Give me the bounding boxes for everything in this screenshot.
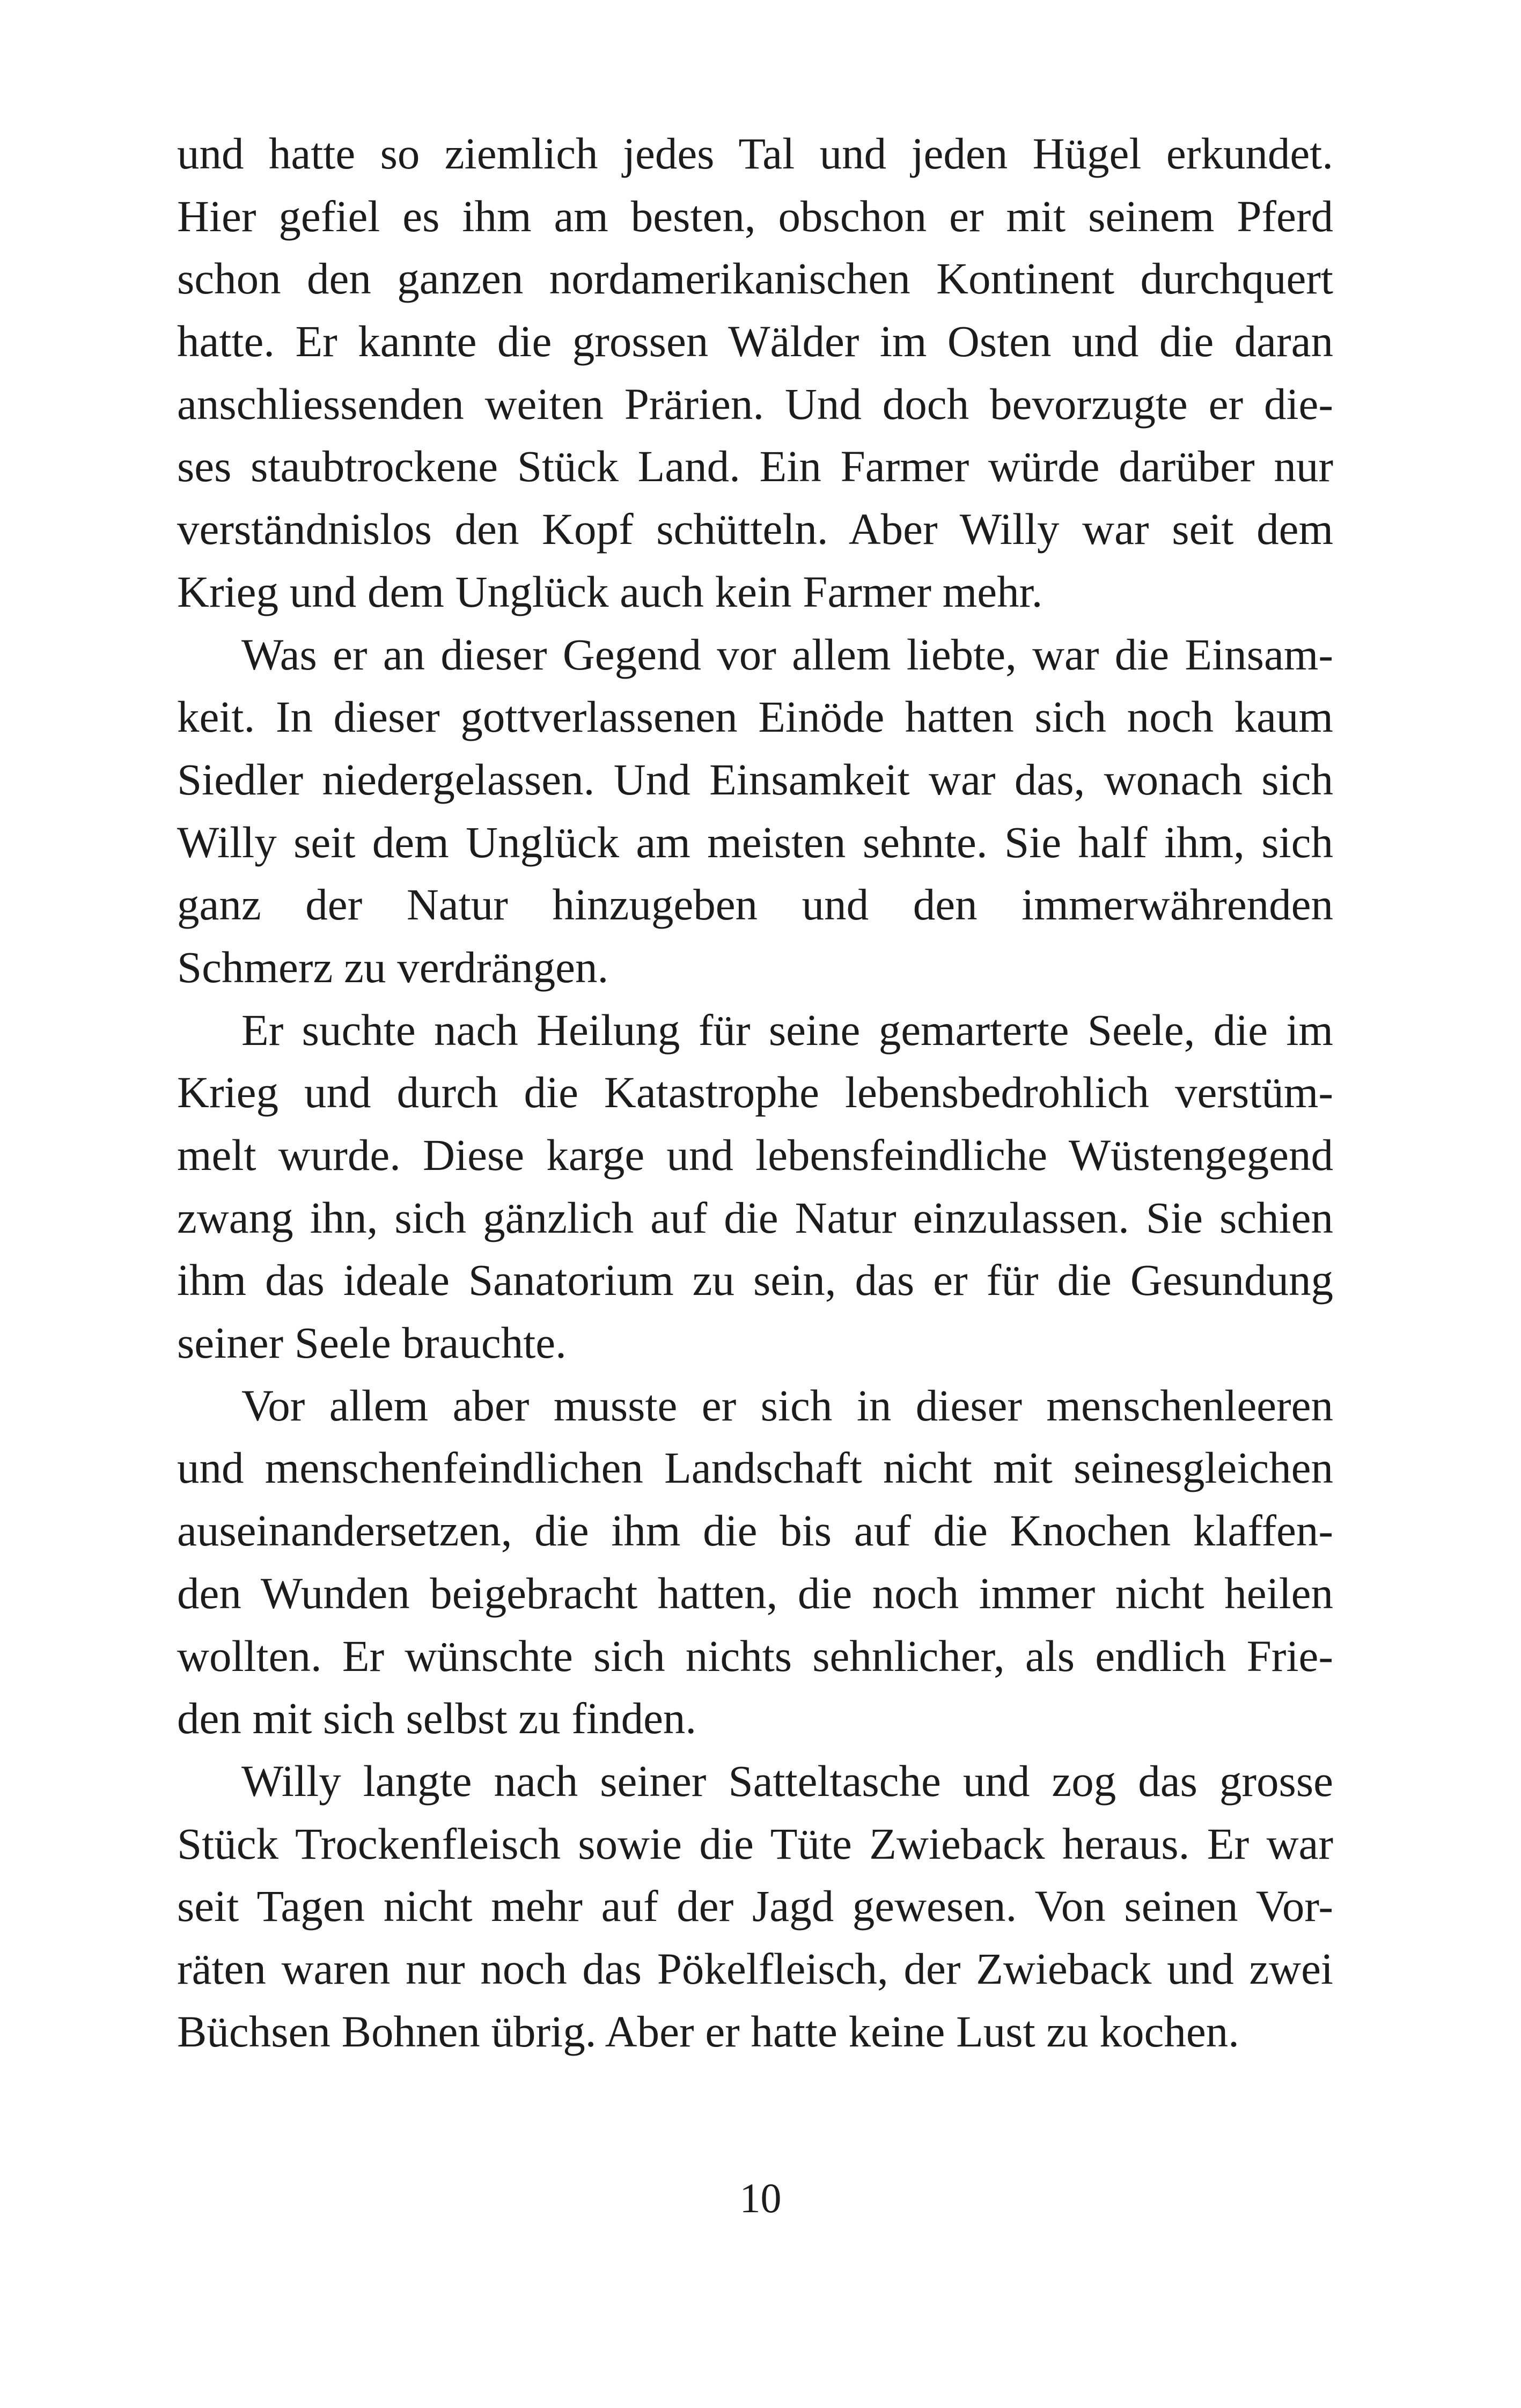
text-line: schon den ganzen nordamerikanischen Kontinent durchquert (177, 254, 1333, 304)
text-line: Vor allem aber musste er sich in dieser menschenleeren (241, 1380, 1333, 1430)
text-line: den mit sich selbst zu finden. (177, 1693, 697, 1743)
text-line: Stück Trockenfleisch sowie die Tüte Zwieback heraus. Er war (177, 1818, 1333, 1868)
text-line: Willy langte nach seiner Satteltasche und zog das grosse (241, 1756, 1333, 1806)
paragraph (177, 623, 1333, 999)
text-line: zwang ihn, sich gänzlich auf die Natur einzulassen. Sie schien (177, 1192, 1333, 1242)
text-line: melt wurde. Diese karge und lebensfeindliche Wüstengegend (177, 1130, 1333, 1180)
text-line: wollten. Er wünschte sich nichts sehnlicher, als endlich Frie- (177, 1631, 1333, 1681)
text-line: Krieg und durch die Katastrophe lebensbedrohlich verstüm- (177, 1067, 1333, 1117)
text-line: hatte. Er kannte die grossen Wälder im Osten und die daran (177, 316, 1333, 366)
paragraph (177, 122, 1333, 623)
text-line: und hatte so ziemlich jedes Tal und jeden Hügel erkundet. (177, 129, 1333, 178)
text-line: seit Tagen nicht mehr auf der Jagd gewesen. Von seinen Vor- (177, 1881, 1333, 1931)
text-line: Schmerz zu verdrängen. (177, 942, 609, 992)
paragraph (177, 1750, 1333, 2063)
text-line: den Wunden beigebracht hatten, die noch immer nicht heilen (177, 1568, 1333, 1618)
text-line: Siedler niedergelassen. Und Einsamkeit war das, wonach sich (177, 754, 1333, 804)
text-line: anschliessenden weiten Prärien. Und doch bevorzugte er die- (177, 379, 1333, 429)
text-line: Hier gefiel es ihm am besten, obschon er mit seinem Pferd (177, 191, 1333, 241)
text-line: räten waren nur noch das Pökelfleisch, der Zwieback und zwei (177, 1943, 1333, 1993)
text-line: Büchsen Bohnen übrig. Aber er hatte keine Lust zu kochen. (177, 2006, 1239, 2056)
text-line: Krieg und dem Unglück auch kein Farmer mehr. (177, 566, 1043, 616)
text-line: ses staubtrockene Stück Land. Ein Farmer würde darüber nur (177, 441, 1333, 491)
text-line: Was er an dieser Gegend vor allem liebte, war die Einsam- (241, 629, 1333, 679)
text-line: seiner Seele brauchte. (177, 1318, 567, 1368)
page-number: 10 (739, 2175, 782, 2221)
text-line: ganz der Natur hinzugeben und den immerwährenden (177, 880, 1333, 930)
text-line: Er suchte nach Heilung für seine gemarterte Seele, die im (241, 1005, 1333, 1055)
text-line: und menschenfeindlichen Landschaft nicht mit seinesgleichen (177, 1443, 1333, 1493)
text-line: keit. In dieser gottverlassenen Einöde hatten sich noch kaum (177, 692, 1333, 742)
paragraph (177, 1374, 1333, 1750)
text-line: Willy seit dem Unglück am meisten sehnte. Sie half ihm, sich (177, 817, 1333, 867)
text-line: auseinandersetzen, die ihm die bis auf die Knochen klaffen- (177, 1506, 1333, 1556)
paragraph (177, 999, 1333, 1374)
text-line: verständnislos den Kopf schütteln. Aber Willy war seit dem (177, 504, 1333, 554)
text-line: ihm das ideale Sanatorium zu sein, das er für die Gesundung (177, 1255, 1333, 1305)
body-text (177, 122, 1333, 2063)
